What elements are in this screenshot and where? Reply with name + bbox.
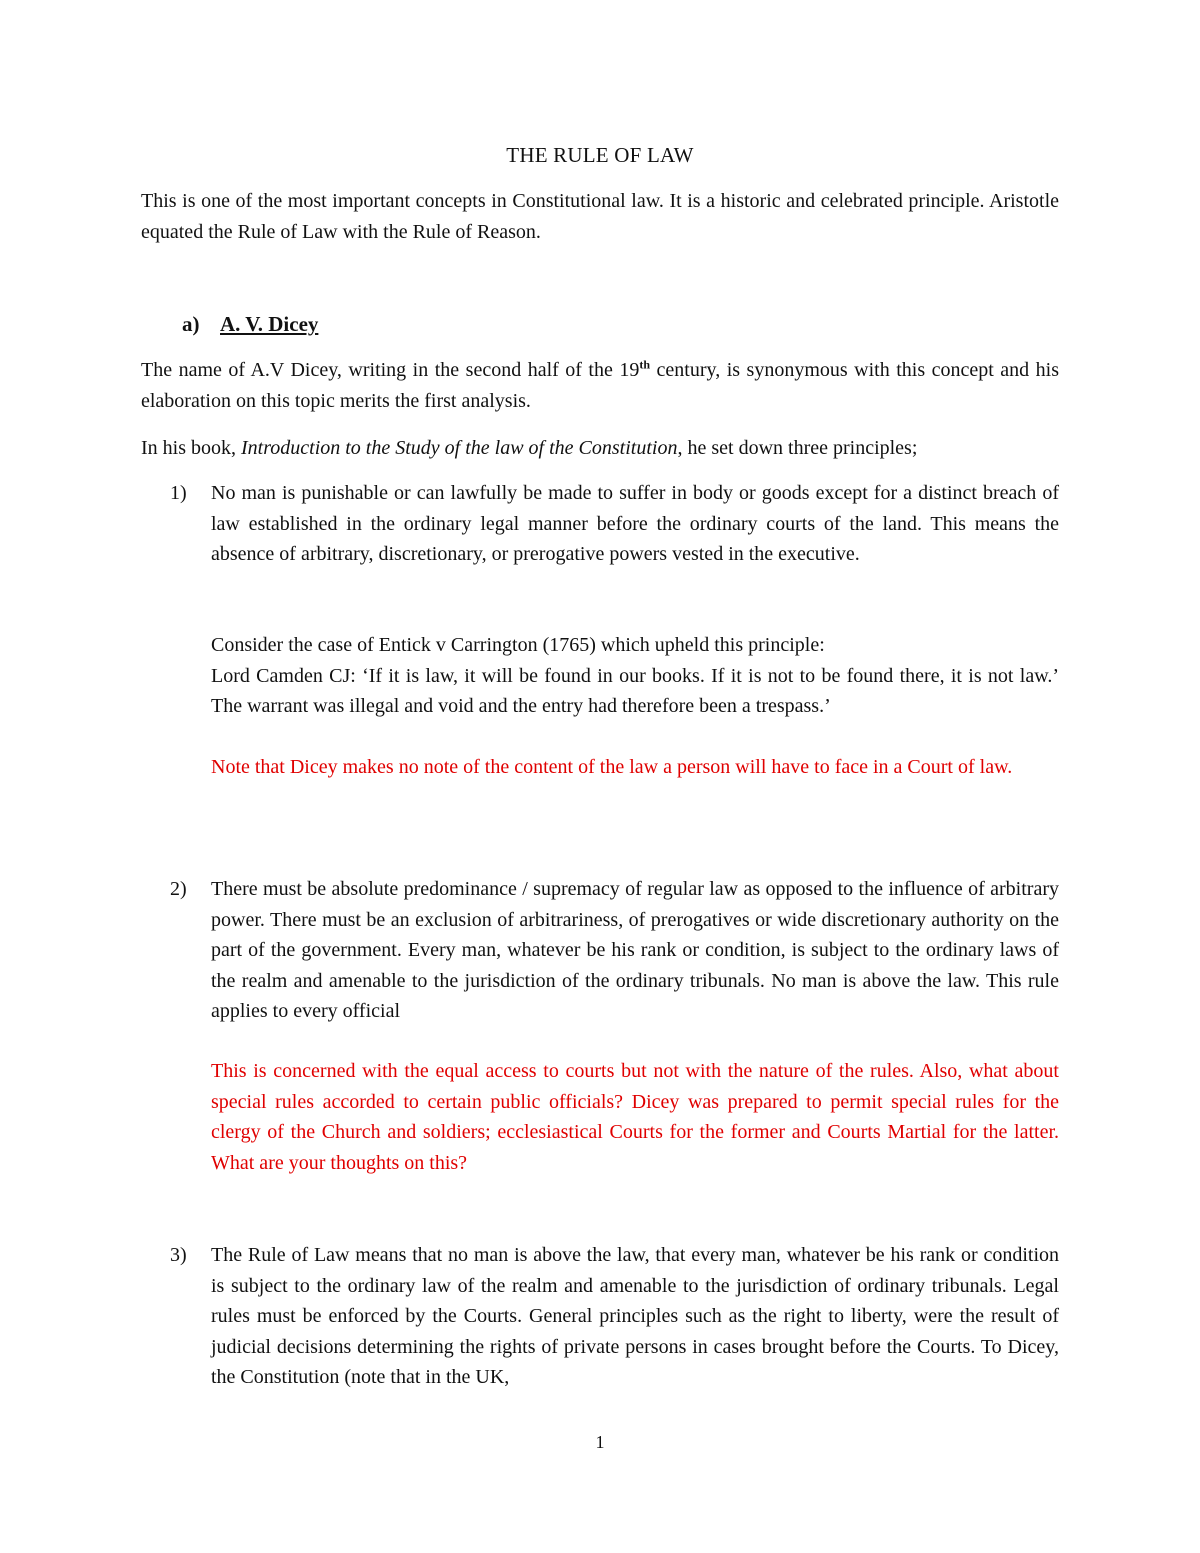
principle-number: 1): [170, 482, 187, 504]
entick-case-paragraph: [211, 630, 1059, 722]
dicey-text-after: century, is synonymous with this concept and his elaboration on this topic merits the first analysis.: [141, 359, 1059, 412]
page-number: 1: [595, 1432, 605, 1452]
entick-case-quote: Lord Camden CJ: ‘If it is law, it will be found in our books. If it is not to be found there, it is not law.’ The warrant was illegal and void and the entry had therefore been a trespass.’: [211, 664, 1059, 717]
principle-text: No man is punishable or can lawfully be made to suffer in body or goods except for a distinct breach of law established in the ordinary legal manner before the ordinary courts of the land. This means the absence of arbitrary, discretionary, or prerogative powers vested in the executive.: [211, 482, 1059, 565]
entick-case-intro: Consider the case of Entick v Carrington (1765) which upheld this principle:: [211, 634, 825, 656]
section-letter: a): [182, 312, 200, 336]
principle-text: The Rule of Law means that no man is above the law, that every man, whatever be his rank or condition is subject to the ordinary law of the realm and amenable to the jurisdiction of ordinary tribunals. Legal rules must be enforced by the Courts. General principles such as the right to liberty, were the result of judicial decisions determining the rights of private persons in cases brought before the Courts. To Dicey, the Constitution (note that in the UK,: [211, 1244, 1059, 1388]
section-heading-dicey: [182, 309, 318, 339]
intro-paragraph: This is one of the most important concepts in Constitutional law. It is a historic and celebrated principle. Aristotle equated the Rule of Law with the Rule of Reason.: [141, 190, 1059, 243]
document-title: THE RULE OF LAW: [506, 143, 694, 167]
note-content-of-law: Note that Dicey makes no note of the content of the law a person will have to face in a Court of law.: [211, 756, 1013, 778]
book-text-after: , he set down three principles;: [677, 437, 918, 459]
principle-text: There must be absolute predominance / supremacy of regular law as opposed to the influence of arbitrary power. There must be an exclusion of arbitrariness, of prerogatives or wide discretionary authority on the part of the government. Every man, whatever be his rank or condition, is subject to the ordinary laws of the realm and amenable to the jurisdiction of the ordinary tribunals. No man is above the law. This rule applies to every official: [211, 878, 1059, 1022]
principle-item: [170, 478, 1059, 570]
book-title: Introduction to the Study of the law of the Constitution: [241, 437, 678, 459]
dicey-paragraph: [141, 355, 1059, 416]
principle-item: [170, 874, 1059, 1027]
book-text-before: In his book,: [141, 437, 241, 459]
dicey-superscript: th: [639, 357, 651, 372]
principle-item: [170, 1240, 1059, 1393]
book-paragraph: [141, 433, 1059, 464]
principle-number: 2): [170, 878, 187, 900]
section-heading-text: A. V. Dicey: [220, 312, 319, 336]
note-equal-access: This is concerned with the equal access to courts but not with the nature of the rules. Also, what about special rules accorded to certain public officials? Dicey was prepared to permit special rules for the clergy of the Church and soldiers; ecclesiastical Courts for the former and Courts Martial for the latter. What are your thoughts on this?: [211, 1060, 1059, 1174]
principle-number: 3): [170, 1244, 187, 1266]
dicey-text-before: The name of A.V Dicey, writing in the second half of the 19: [141, 359, 640, 381]
